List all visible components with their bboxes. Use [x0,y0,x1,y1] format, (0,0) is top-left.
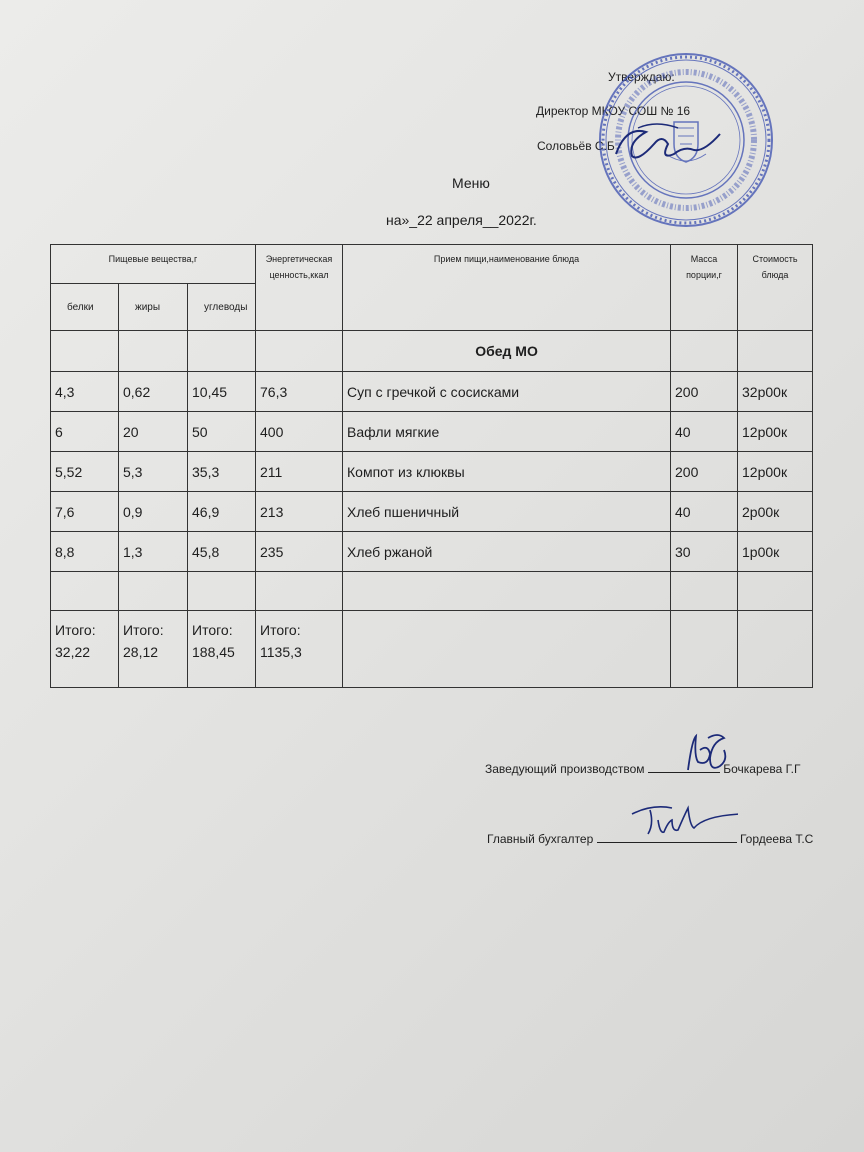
cell-dish: Хлеб пшеничный [343,492,671,532]
header-carbs: углеводы [188,284,256,331]
cell-dish: Компот из клюквы [343,452,671,492]
cell-cost: 32р00к [738,372,813,412]
total-label: Итого: [123,622,164,638]
cell-fat: 20 [119,412,188,452]
total-energy [256,611,343,688]
cell-carbs: 10,45 [188,372,256,412]
accountant-name: Гордеева Т.С [739,832,814,846]
total-carbs-value: 188,45 [192,644,235,660]
approval-name: Соловьёв С.Б [537,139,615,153]
total-protein [51,611,119,688]
cell-protein: 5,52 [51,452,119,492]
accountant-signature-icon [628,800,738,840]
production-signature-line [485,760,800,776]
accountant-title: Главный бухгалтер [487,832,594,846]
cell-cost: 2р00к [738,492,813,532]
total-carbs [188,611,256,688]
cell-carbs: 35,3 [188,452,256,492]
header-fat: жиры [119,284,188,331]
production-signature-icon [682,730,732,776]
cell-fat: 0,62 [119,372,188,412]
cell-weight: 40 [671,492,738,532]
cell-cost: 12р00к [738,452,813,492]
cell-protein: 7,6 [51,492,119,532]
cell-protein: 8,8 [51,532,119,572]
cell-energy: 213 [256,492,343,532]
total-fat [119,611,188,688]
total-label: Итого: [55,622,96,638]
header-nutrients: Пищевые вещества,г [51,245,256,284]
cell-energy: 211 [256,452,343,492]
header-row [51,245,813,284]
total-energy-value: 1135,3 [260,644,302,660]
cell-carbs: 46,9 [188,492,256,532]
header-cost: Стоимость блюда [738,245,813,331]
cell-energy: 76,3 [256,372,343,412]
menu-table [50,244,813,688]
cell-weight: 30 [671,532,738,572]
approval-title: Утверждаю: [608,70,675,84]
total-label: Итого: [192,622,233,638]
production-name: Бочкарева Г.Г [723,762,801,776]
cell-dish: Хлеб ржаной [343,532,671,572]
header-energy: Энергетическая ценность,ккал [256,245,343,331]
cell-protein: 4,3 [51,372,119,412]
cell-fat: 0,9 [119,492,188,532]
production-title: Заведующий производством [485,762,645,776]
cell-weight: 200 [671,452,738,492]
table-row [51,532,813,572]
cell-fat: 5,3 [119,452,188,492]
meal-title: Обед МО [343,331,671,372]
table-row [51,452,813,492]
cell-carbs: 50 [188,412,256,452]
header-protein: белки [51,284,119,331]
cell-energy: 235 [256,532,343,572]
cell-dish: Суп с гречкой с сосисками [343,372,671,412]
cell-protein: 6 [51,412,119,452]
meal-row [51,331,813,372]
cell-weight: 200 [671,372,738,412]
table-row [51,412,813,452]
document-date: на»_22 апреля__2022г. [386,212,537,228]
round-stamp-icon [596,50,776,230]
empty-row [51,572,813,611]
header-meal: Прием пищи,наименование блюда [343,245,671,331]
cell-energy: 400 [256,412,343,452]
table-row [51,492,813,532]
document-title: Меню [452,175,490,191]
totals-row [51,611,813,688]
header-weight: Масса порции,г [671,245,738,331]
cell-weight: 40 [671,412,738,452]
cell-cost: 12р00к [738,412,813,452]
total-fat-value: 28,12 [123,644,159,660]
cell-carbs: 45,8 [188,532,256,572]
total-label: Итого: [260,622,301,638]
cell-fat: 1,3 [119,532,188,572]
cell-cost: 1р00к [738,532,813,572]
cell-dish: Вафли мягкие [343,412,671,452]
approval-position: Директор МКОУ СОШ № 16 [536,104,691,118]
total-protein-value: 32,22 [55,644,91,660]
table-row [51,372,813,412]
